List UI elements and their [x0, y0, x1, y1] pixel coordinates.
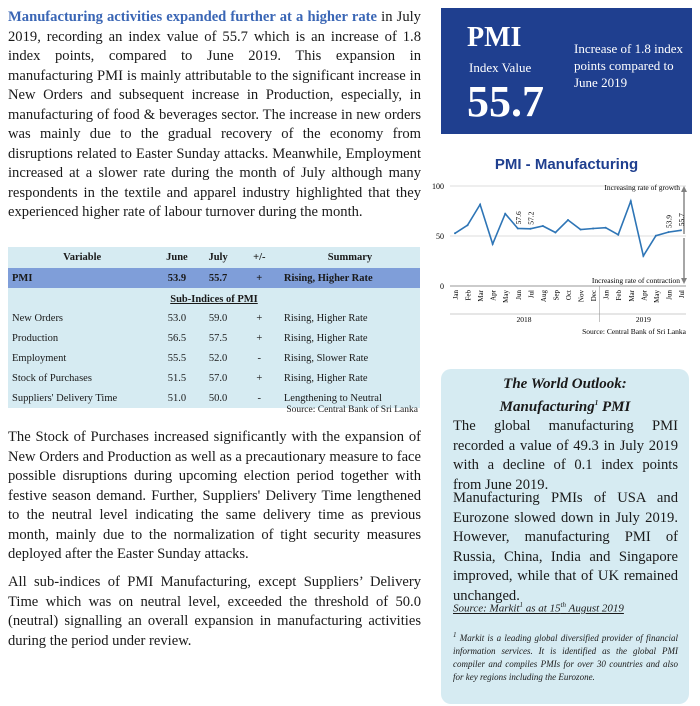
intro-lead: Manufacturing activities expanded further at a higher rate: [8, 9, 377, 25]
table-source: Source: Central Bank of Sri Lanka: [286, 405, 418, 415]
x-tick-label: Mar: [477, 290, 486, 302]
outlook-note-sup: 1: [453, 631, 457, 639]
data-point: [517, 227, 519, 229]
outlook-footnote: [453, 629, 678, 684]
table-row: [8, 328, 420, 348]
year-label: 2019: [635, 315, 651, 324]
table-cell: 52.0: [208, 352, 228, 364]
data-point: [655, 235, 657, 237]
contraction-arrow-head: [681, 278, 687, 284]
table-cell: 55.7: [198, 268, 239, 288]
table-cell: Rising, Higher Rate: [283, 312, 368, 324]
table-cell: +: [256, 332, 263, 344]
x-tick-label: May: [652, 290, 661, 303]
pmi-index-box: [441, 8, 692, 134]
table-cell: 59.0: [208, 312, 228, 324]
contraction-annotation: Increasing rate of contraction: [591, 276, 680, 285]
table-cell: Rising, Higher Rate: [283, 372, 368, 384]
table-cell: 56.5: [167, 332, 187, 344]
x-tick-label: Feb: [615, 290, 624, 301]
data-point: [617, 234, 619, 236]
x-tick-label: Nov: [577, 290, 586, 303]
data-point: [504, 213, 506, 215]
intro-paragraph: [8, 8, 421, 223]
table-cell: 57.0: [208, 372, 228, 384]
table-header: +/-: [253, 252, 266, 263]
outlook-source-a: Source: Markit: [453, 602, 520, 615]
table-cell: Rising, Slower Rate: [283, 352, 369, 364]
table-header: June: [166, 252, 188, 263]
data-point: [667, 231, 669, 233]
year-label: 2018: [516, 315, 532, 324]
x-tick-label: Dec: [590, 290, 599, 302]
table-row: [8, 348, 420, 368]
x-tick-label: Jun: [665, 290, 674, 300]
table-subheader-row: [8, 288, 420, 308]
table-cell: -: [257, 352, 262, 364]
table-header-row: [8, 247, 420, 268]
table-row-pmi: [8, 268, 420, 288]
table-cell: Suppliers' Delivery Time: [12, 392, 118, 404]
table-cell: Stock of Purchases: [12, 372, 92, 384]
table-cell: Employment: [12, 352, 67, 364]
x-tick-label: Mar: [627, 290, 636, 302]
table-cell: 50.0: [208, 392, 228, 404]
x-tick-label: Apr: [489, 290, 498, 301]
data-label: 55.7: [677, 213, 686, 227]
outlook-note-text: Markit is a leading global diversified provider of financial information services. It is identified as the global PMI compiler and compiles PMIs for over 30 countries and also for key regions including the Eurozone.: [453, 633, 678, 682]
table-cell: 55.5: [167, 352, 187, 364]
data-label: 57.6: [513, 211, 523, 225]
data-point: [605, 227, 607, 229]
x-tick-label: Jan: [452, 290, 460, 300]
x-tick-label: Oct: [565, 290, 573, 301]
x-tick-label: Feb: [464, 290, 473, 301]
table-cell: +: [256, 312, 263, 324]
outlook-source-c: August 2019: [566, 602, 624, 615]
pmi-table: [8, 247, 420, 408]
table-cell: 53.0: [167, 312, 187, 324]
data-point: [454, 232, 456, 234]
pmi-line-chart: [420, 176, 696, 366]
table-cell: 57.5: [208, 332, 228, 344]
table-row: [8, 368, 420, 388]
x-tick-label: Sep: [552, 290, 561, 301]
data-point: [580, 229, 582, 231]
data-point: [529, 228, 531, 230]
paragraph-sub-indices: All sub-indices of PMI Manufacturing, except Suppliers’ Delivery Time which was on neutral level, exceeded the threshold of 50.0 (neutral) signalling an overall expansion in manufacturing activities during the period under review.: [8, 574, 421, 649]
outlook-source-b: as at 15: [523, 602, 561, 615]
outlook-title-line1: The World Outlook:: [503, 376, 627, 392]
x-tick-label: Jul: [527, 290, 536, 299]
table-cell: Rising, Higher Rate: [280, 268, 420, 288]
x-tick-label: Jan: [602, 290, 611, 300]
table-cell: 53.9: [156, 268, 197, 288]
growth-annotation: Increasing rate of growth: [604, 183, 680, 192]
table-header: July: [208, 252, 228, 263]
outlook-title: [441, 375, 689, 417]
table-cell: +: [256, 372, 263, 384]
pmi-box-value: 55.7: [467, 77, 544, 126]
x-tick-label: Jun: [514, 290, 523, 300]
y-tick-label: 0: [440, 282, 444, 291]
table-cell: Rising, Higher Rate: [283, 332, 368, 344]
paragraph-stock-of-purchases: The Stock of Purchases increased significantly with the expansion of New Orders and Production as well as a precautionary measure to face possible disruptions during upcoming election period together with festive season demand. Further, Suppliers' Delivery Time lengthened to the neutral level indicating the same delivery time as previous month, mainly due to the normalization of tight security measures deployed after the Easter Sunday attacks.: [8, 429, 421, 562]
growth-arrow-head: [681, 186, 687, 192]
outlook-paragraph-1: The global manufacturing PMI recorded a value of 49.3 in July 2019 with a decline of 0.1 index points from June 2019.: [453, 418, 678, 493]
data-point: [479, 204, 481, 206]
outlook-source-sup1: 1: [519, 601, 523, 609]
table-cell: PMI: [8, 268, 156, 288]
data-point: [630, 200, 632, 202]
outlook-source-sup2: th: [560, 601, 567, 609]
x-tick-label: Jul: [678, 290, 686, 299]
table-cell: +: [239, 268, 280, 288]
outlook-paragraph-2: Manufacturing PMIs of USA and Eurozone slowed down in July 2019. However, manufacturing PMI of Russia, China, India and Singapore improved, while that of UK remained unchanged.: [453, 490, 678, 604]
intro-body: in July 2019, recording an index value of 55.7 which is an increase of 1.8 index points, compared to June 2019. This expansion in manufacturing PMI is mainly attributable to the significant increase in New Orders and subsequent increase in Production, especially, in manufacturing of food & beverages sector. The increase in new orders was mainly due to the gradual recovery of the economy from disruptions related to Easter Sunday attacks. Meanwhile, Employment increased at a slower rate during the month of July although many respondents in the textile and apparel industry highlighted that they experienced higher rate of labour turnover during the month.: [8, 9, 421, 220]
world-outlook-box: [441, 369, 689, 704]
outlook-source: [453, 601, 624, 615]
x-tick-label: May: [502, 290, 511, 303]
pmi-series-line: [455, 201, 681, 256]
outlook-title-line2b: PMI: [598, 399, 631, 415]
data-point: [554, 232, 556, 234]
table-cell: Lengthening to Neutral: [283, 392, 382, 404]
table-header: Summary: [327, 252, 373, 263]
chart-title: PMI - Manufacturing: [494, 156, 639, 173]
x-tick-label: Aug: [539, 290, 548, 303]
x-tick-label: Apr: [640, 290, 649, 301]
data-point: [467, 224, 469, 226]
data-point: [642, 255, 644, 257]
table-cell: -: [257, 392, 262, 404]
data-label: 53.9: [664, 214, 674, 229]
data-point: [492, 243, 494, 245]
table-row: [8, 308, 420, 328]
y-tick-label: 100: [432, 182, 444, 191]
chart-source: Source: Central Bank of Sri Lanka: [582, 327, 686, 336]
y-tick-label: 50: [436, 232, 444, 241]
pmi-box-description: Increase of 1.8 index points compared to June 2019: [574, 41, 684, 90]
data-point: [680, 229, 682, 231]
pmi-box-subtitle: Index Value: [469, 60, 532, 75]
data-point: [567, 219, 569, 221]
data-point: [592, 228, 594, 230]
data-label: 57.2: [526, 211, 536, 225]
table-cell: Production: [12, 332, 59, 344]
table-cell: 51.0: [167, 392, 187, 404]
table-subheader: Sub-Indices of PMI: [170, 293, 258, 305]
table-cell: New Orders: [12, 312, 64, 324]
outlook-title-line2: Manufacturing: [499, 399, 595, 415]
table-cell: 51.5: [167, 372, 187, 384]
table-header: Variable: [63, 252, 102, 263]
data-point: [542, 225, 544, 227]
outlook-title-sup: 1: [594, 399, 599, 407]
pmi-box-title: PMI: [467, 22, 522, 53]
